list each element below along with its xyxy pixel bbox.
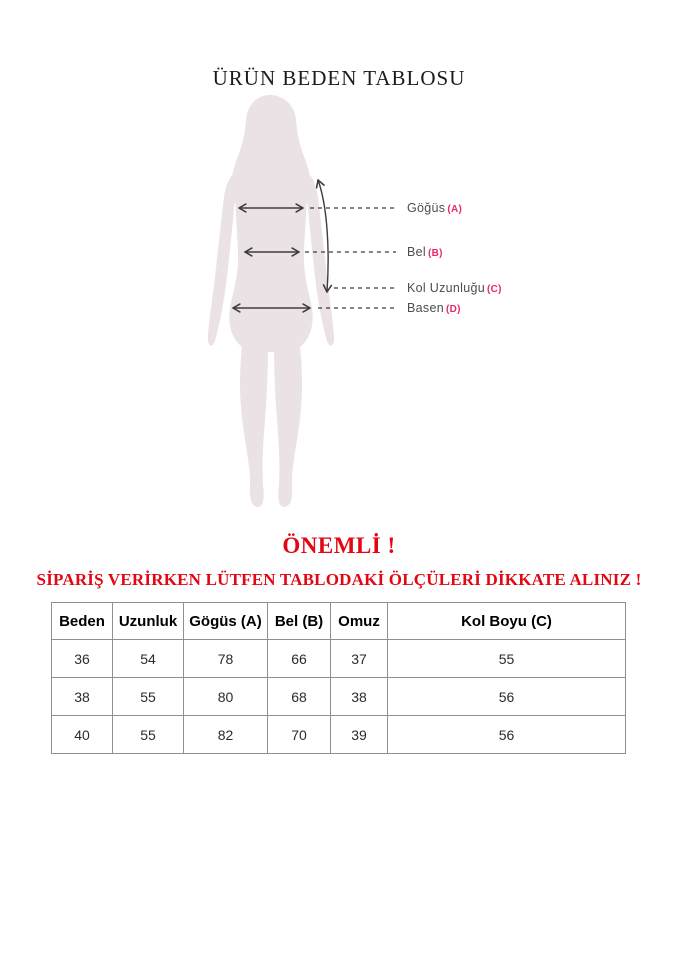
female-silhouette — [208, 95, 334, 507]
table-cell: 78 — [184, 640, 268, 678]
size-table-body — [52, 640, 626, 754]
size-table-header-row — [52, 603, 626, 640]
table-cell: 55 — [388, 640, 626, 678]
table-cell: 54 — [113, 640, 184, 678]
measure-label-arm-length — [407, 281, 502, 297]
table-cell: 38 — [52, 678, 113, 716]
table-cell: 66 — [268, 640, 331, 678]
measure-code-b: (B) — [427, 248, 443, 259]
table-row — [52, 716, 626, 754]
size-table — [51, 602, 626, 754]
column-header: Gögüs (A) — [184, 603, 268, 640]
table-cell: 55 — [113, 678, 184, 716]
column-header: Omuz — [331, 603, 388, 640]
table-cell: 40 — [52, 716, 113, 754]
table-cell: 80 — [184, 678, 268, 716]
notice-heading: ÖNEMLİ ! — [282, 533, 396, 558]
notice-warning: SİPARİŞ VERİRKEN LÜTFEN TABLODAKİ ÖLÇÜLERİ DİKKATE ALINIZ ! — [36, 570, 642, 589]
table-cell: 55 — [113, 716, 184, 754]
column-header: Kol Boyu (C) — [388, 603, 626, 640]
table-cell: 82 — [184, 716, 268, 754]
measure-label-text: Basen — [407, 301, 444, 315]
silhouette-left-leg — [240, 338, 268, 507]
column-header: Beden — [52, 603, 113, 640]
table-cell: 37 — [331, 640, 388, 678]
measure-code-c: (C) — [486, 284, 502, 295]
table-cell: 39 — [331, 716, 388, 754]
measure-label-waist — [407, 245, 443, 261]
measure-code-a: (A) — [447, 204, 463, 215]
measure-label-hip — [407, 301, 461, 317]
silhouette-torso — [229, 162, 312, 352]
table-cell: 68 — [268, 678, 331, 716]
silhouette-right-leg — [274, 338, 302, 507]
measure-label-text: Kol Uzunluğu — [407, 281, 485, 295]
table-cell: 38 — [331, 678, 388, 716]
table-row — [52, 678, 626, 716]
measure-code-d: (D) — [445, 304, 461, 315]
table-cell: 56 — [388, 716, 626, 754]
table-row — [52, 640, 626, 678]
measure-label-text: Göğüs — [407, 201, 446, 215]
measure-label-text: Bel — [407, 245, 426, 259]
table-cell: 36 — [52, 640, 113, 678]
column-header: Bel (B) — [268, 603, 331, 640]
column-header: Uzunluk — [113, 603, 184, 640]
table-cell: 56 — [388, 678, 626, 716]
table-cell: 70 — [268, 716, 331, 754]
page-title: ÜRÜN BEDEN TABLOSU — [212, 66, 466, 91]
measure-label-chest — [407, 201, 462, 217]
